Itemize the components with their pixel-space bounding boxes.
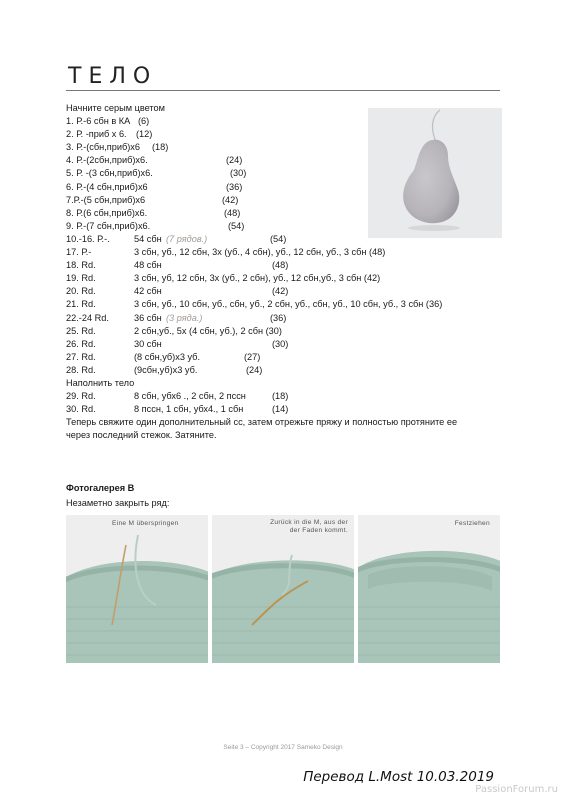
pattern-row: 2. Р. -приб х 6. (12) <box>66 129 153 140</box>
pattern-row: 29. Rd. 8 сбн, убх6 ., 2 сбн, 2 пссн (18) <box>66 391 289 402</box>
pattern-row: 17. Р.- 3 сбн, уб., 12 сбн, 3х (уб., 4 сбн), уб., 12 сбн, уб., 3 сбн (48) <box>66 247 386 258</box>
pattern-row: 1. Р.-6 сбн в КА (6) <box>66 116 150 127</box>
gallery-photo-2 <box>212 515 354 663</box>
gallery-caption-1: Eine M überspringen <box>112 520 179 527</box>
pattern-row: 10.-16. Р.-. 54 сбн (7 рядов.) (54) <box>66 233 287 244</box>
pattern-row: 20. Rd. 42 сбн (42) <box>66 286 289 297</box>
pear-illustration <box>368 108 502 238</box>
gallery-photo-3 <box>358 515 500 663</box>
gallery-note: Незаметно закрыть ряд: <box>66 498 170 508</box>
pattern-row: 22.-24 Rd. 36 сбн (3 ряда.) (36) <box>66 312 287 323</box>
intro-line: Начните серым цветом <box>66 103 165 113</box>
finishing-text: Теперь свяжите один дополнительный сс, затем отрежьте пряжу и полностью протяните ее <box>66 417 458 428</box>
pattern-row: 3. Р.-(сбн,приб)х6 (18) <box>66 142 169 153</box>
pattern-row: 18. Rd. 48 сбн (48) <box>66 260 289 271</box>
photo-gallery <box>66 515 500 663</box>
pattern-row: 7.Р.-(5 сбн,приб)х6 (42) <box>66 194 239 205</box>
pattern-row: 9. Р.-(7 сбн,приб)х6. (54) <box>66 220 245 231</box>
pear-photo <box>368 108 502 238</box>
page-title: ТЕЛО <box>68 64 158 89</box>
pattern-row: 21. Rd. 3 сбн, уб., 10 сбн, уб., сбн, уб., 2 сбн, уб., сбн, уб., 10 сбн, уб., 3 сбн (36) <box>66 299 443 310</box>
crochet-photo-1 <box>66 515 208 663</box>
finishing-text: через последний стежок. Затяните. <box>66 430 217 441</box>
pattern-row: 4. Р.-(2сбн,приб)х6. (24) <box>66 155 243 166</box>
pattern-row: 19. Rd. 3 сбн, уб, 12 сбн, 3х (уб., 2 сбн), уб., 12 сбн,уб., 3 сбн (42) <box>66 273 381 284</box>
gallery-caption-2: Zurück in die M, aus der der Faden kommt. <box>270 519 348 535</box>
pattern-row: 28. Rd. (9сбн,уб)х3 уб. (24) <box>66 364 263 375</box>
crochet-photo-2 <box>212 515 354 663</box>
stuffing-note: Наполнить тело <box>66 377 135 388</box>
gallery-title: Фотогалерея В <box>66 483 135 493</box>
translator-signature: Перевод L.Most 10.03.2019 <box>303 769 494 785</box>
pattern-row: 8. Р.(6 сбн,приб)х6. (48) <box>66 207 241 218</box>
crochet-photo-3 <box>358 515 500 663</box>
title-divider <box>66 90 500 91</box>
pattern-row: 27. Rd. (8 сбн,уб)х3 уб. (27) <box>66 351 261 362</box>
page-footer: Seite 3 – Copyright 2017 Sameko Design <box>223 744 343 751</box>
site-watermark: PassionForum.ru <box>475 784 558 795</box>
pattern-row: 30. Rd. 8 пссн, 1 сбн, убх4., 1 сбн (14) <box>66 404 289 415</box>
gallery-caption-3: Festziehen <box>454 520 490 527</box>
pattern-row: 25. Rd. 2 сбн,уб., 5х (4 сбн, уб.), 2 сбн (30) <box>66 325 282 336</box>
pattern-row: 6. Р.-(4 сбн,приб)х6 (36) <box>66 181 243 192</box>
gallery-photo-1 <box>66 515 208 663</box>
pattern-row: 26. Rd. 30 сбн (30) <box>66 338 289 349</box>
pattern-row: 5. Р. -(3 сбн,приб)х6. (30) <box>66 168 247 179</box>
